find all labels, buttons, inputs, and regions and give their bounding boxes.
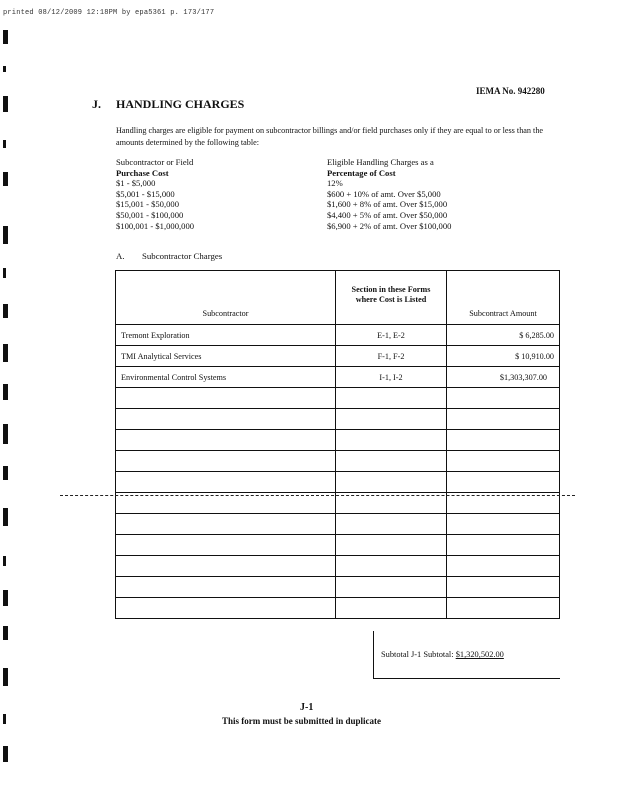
tier-charge: $6,900 + 2% of amt. Over $100,000: [327, 220, 452, 231]
cell-amount: $1,303,307.00: [447, 367, 560, 388]
cell-section: [336, 598, 447, 619]
cell-subcontractor: [116, 535, 336, 556]
subsection-letter: A.: [116, 251, 125, 261]
cell-subcontractor: [116, 514, 336, 535]
table-row: [116, 514, 560, 535]
tier-range: $100,001 - $1,000,000: [116, 220, 195, 231]
tier-range: $50,001 - $100,000: [116, 209, 184, 220]
cell-amount: [447, 577, 560, 598]
cell-section: [336, 556, 447, 577]
footer-note: This form must be submitted in duplicate: [222, 716, 382, 726]
cell-section: [336, 472, 447, 493]
cell-amount: [447, 430, 560, 451]
cell-subcontractor: Environmental Control Systems: [116, 367, 336, 388]
print-header: printed 08/12/2009 12:18PM by epa5361 p. 173/177: [3, 9, 215, 17]
tier-range: $15,001 - $50,000: [116, 199, 180, 210]
cell-subcontractor: TMI Analytical Services: [116, 346, 336, 367]
tier-charge: $600 + 10% of amt. Over $5,000: [327, 188, 441, 199]
document-number: IEMA No. 942280: [476, 86, 545, 96]
tier-left-header-1: Subcontractor or Field: [116, 157, 194, 167]
cell-amount: [447, 472, 560, 493]
cell-subcontractor: [116, 409, 336, 430]
cell-section: F-1, F-2: [336, 346, 447, 367]
cell-subcontractor: [116, 556, 336, 577]
table-row: [116, 346, 560, 367]
table-row: [116, 451, 560, 472]
col-header-amount: Subcontract Amount: [447, 271, 560, 325]
tier-charge: $4,400 + 5% of amt. Over $50,000: [327, 209, 448, 220]
cell-amount: [447, 451, 560, 472]
tier-right-header-2: Percentage of Cost: [327, 167, 396, 178]
table-row: [116, 367, 560, 388]
tier-charges: [327, 157, 451, 231]
scan-artifact-line: [60, 495, 575, 496]
cell-amount: [447, 514, 560, 535]
cell-subcontractor: [116, 388, 336, 409]
tier-charge: 12%: [327, 178, 343, 189]
cell-amount: [447, 388, 560, 409]
table-row: [116, 535, 560, 556]
cell-subcontractor: Tremont Exploration: [116, 325, 336, 346]
col-header-subcontractor: Subcontractor: [116, 271, 336, 325]
section-title: HANDLING CHARGES: [116, 97, 245, 111]
tier-range: $5,001 - $15,000: [116, 188, 175, 199]
cell-section: I-1, I-2: [336, 367, 447, 388]
cell-section: E-1, E-2: [336, 325, 447, 346]
section-number: J.: [92, 97, 101, 111]
cell-subcontractor: [116, 577, 336, 598]
table-row: [116, 409, 560, 430]
cell-amount: [447, 535, 560, 556]
cell-section: [336, 535, 447, 556]
subcontractor-table: [115, 270, 560, 619]
cell-section: [336, 430, 447, 451]
table-row: [116, 325, 560, 346]
tier-right-header-1: Eligible Handling Charges as a: [327, 157, 434, 167]
tier-range: $1 - $5,000: [116, 178, 156, 189]
tier-left-header-2: Purchase Cost: [116, 167, 169, 178]
page-number: J-1: [300, 702, 314, 713]
tier-ranges: [116, 157, 194, 231]
subtotal-line: [381, 650, 504, 659]
intro-paragraph: Handling charges are eligible for payment on subcontractor billings and/or field purchases only if they are equal to or less than the amounts determined by the following table:: [116, 126, 544, 147]
cell-amount: $ 10,910.00: [447, 346, 560, 367]
table-row: [116, 388, 560, 409]
cell-section: [336, 451, 447, 472]
col-header-section: Section in these Forms where Cost is Listed: [336, 271, 447, 325]
table-row: [116, 598, 560, 619]
subtotal-label: Subtotal J-1 Subtotal:: [381, 650, 454, 659]
table-row: [116, 556, 560, 577]
table-row: [116, 430, 560, 451]
cell-section: [336, 577, 447, 598]
cell-amount: $ 6,285.00: [447, 325, 560, 346]
subsection-title: Subcontractor Charges: [142, 251, 223, 261]
cell-section: [336, 514, 447, 535]
cell-section: [336, 388, 447, 409]
cell-amount: [447, 409, 560, 430]
subtotal-value: $1,320,502.00: [455, 650, 504, 659]
cell-subcontractor: [116, 430, 336, 451]
table-row: [116, 472, 560, 493]
cell-subcontractor: [116, 451, 336, 472]
cell-section: [336, 409, 447, 430]
tier-charge: $1,600 + 8% of amt. Over $15,000: [327, 199, 448, 210]
cell-amount: [447, 556, 560, 577]
cell-amount: [447, 598, 560, 619]
table-header-row: [116, 271, 560, 325]
table-row: [116, 577, 560, 598]
cell-subcontractor: [116, 598, 336, 619]
cell-subcontractor: [116, 472, 336, 493]
